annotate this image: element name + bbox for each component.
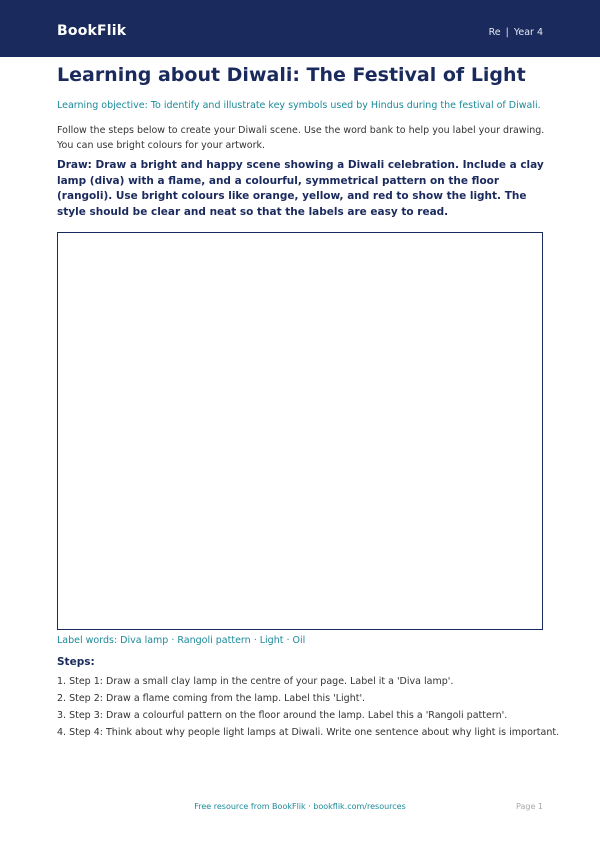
- page-header: [0, 0, 600, 57]
- subject-label: Re: [488, 27, 501, 38]
- drawing-area[interactable]: [57, 232, 543, 630]
- learning-objective: Learning objective: To identify and illustrate key symbols used by Hindus during the festival of Diwali.: [57, 100, 541, 111]
- draw-instructions: Draw: Draw a bright and happy scene showing a Diwali celebration. Include a clay lamp (diva) with a flame, and a colourful, symmetrical pattern on the floor (rangoli). Use bright colours like orange, yellow, and red to show the light. The style should be clear and neat so that the labels are easy to read.: [57, 159, 544, 218]
- step-item: 4. Step 4: Think about why people light lamps at Diwali. Write one sentence about why light is important.: [57, 727, 560, 738]
- steps-list: [57, 675, 560, 743]
- step-item: 3. Step 3: Draw a colourful pattern on the floor around the lamp. Label this a 'Rangoli pattern'.: [57, 710, 508, 721]
- step-item: 2. Step 2: Draw a flame coming from the lamp. Label this 'Light'.: [57, 693, 366, 704]
- word-bank: Label words: Diva lamp · Rangoli pattern · Light · Oil: [57, 635, 306, 646]
- page-number: Page 1: [516, 802, 543, 811]
- brand-logo[interactable]: BookFlik: [57, 23, 127, 39]
- intro-text: Follow the steps below to create your Diwali scene. Use the word bank to help you label your drawing. You can use bright colours for your artwork.: [57, 125, 545, 151]
- year-label: Year 4: [513, 27, 543, 38]
- footer-resource-link[interactable]: Free resource from BookFlik · bookflik.com/resources: [194, 802, 406, 811]
- steps-heading: Steps:: [57, 656, 95, 668]
- page-title: Learning about Diwali: The Festival of Light: [57, 64, 526, 86]
- step-item: 1. Step 1: Draw a small clay lamp in the centre of your page. Label it a 'Diva lamp'.: [57, 676, 454, 687]
- meta-separator: |: [505, 27, 509, 38]
- subject-year-label: [489, 27, 543, 38]
